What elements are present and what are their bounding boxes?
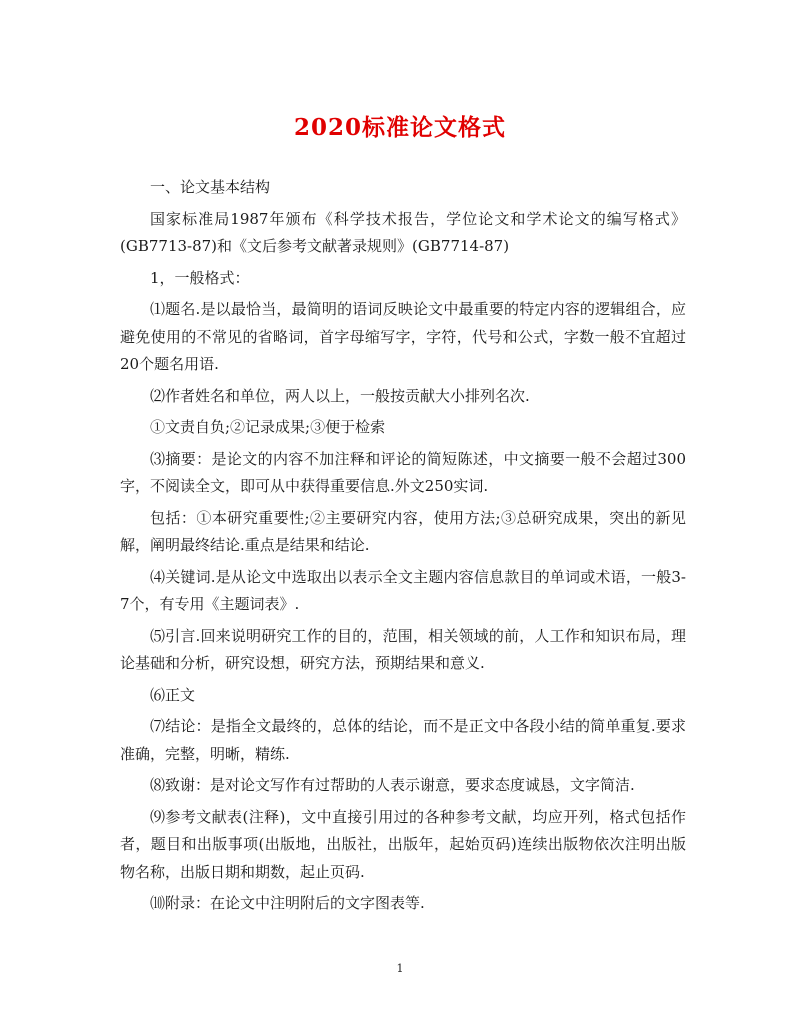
paragraph: ⑻致谢：是对论文写作有过帮助的人表示谢意，要求态度诚恳，文字简洁. <box>150 776 635 794</box>
paragraph: ①文责自负;②记录成果;③便于检索 <box>150 418 386 436</box>
paragraph: ⑶摘要：是论文的内容不加注释和评论的简短陈述，中文摘要一般不会超过300字，不阅读全文，即可从中获得重要信息.外文250实词. <box>120 449 686 495</box>
paragraph: ⑵作者姓名和单位，两人以上，一般按贡献大小排列名次. <box>150 386 530 405</box>
document-body <box>120 174 686 918</box>
paragraph: ⑴题名.是以最恰当，最简明的语词反映论文中最重要的特定内容的逻辑组合，应避免使用的不常见的省略词，首字母缩写字，字符，代号和公式，字数一般不宜超过20个题名用语. <box>120 300 686 373</box>
paragraph: ⑹正文 <box>150 685 196 704</box>
page-number: 1 <box>396 962 404 975</box>
paragraph: ⑺结论：是指全文最终的，总体的结论，而不是正文中各段小结的简单重复.要求准确，完整，明晰，精练. <box>120 717 686 763</box>
section-heading: 一、论文基本结构 <box>150 178 271 196</box>
paragraph: ⑼参考文献表(注释)，文中直接引用过的各种参考文献，均应开列，格式包括作者，题目和出版事项(出版地，出版社，出版年，起始页码)连续出版物依次注明出版物名称，出版日期和期数，起止页码. <box>120 807 686 881</box>
paragraph: 包括：①本研究重要性;②主要研究内容，使用方法;③总研究成果，突出的新见解，阐明最终结论.重点是结果和结论. <box>120 508 686 554</box>
paragraph: ⑽附录：在论文中注明附后的文字图表等. <box>150 894 425 912</box>
document-title: 2020标准论文格式 <box>293 114 506 141</box>
paragraph: ⑸引言.回来说明研究工作的目的，范围，相关领域的前，人工作和知识布局，理论基础和分析，研究设想，研究方法，预期结果和意义. <box>120 626 686 672</box>
paragraph: 国家标准局1987年颁布《科学技术报告，学位论文和学术论文的编写格式》(GB7713-87)和《文后参考文献著录规则》(GB7714-87) <box>120 209 686 255</box>
paragraph: ⑷关键词.是从论文中选取出以表示全文主题内容信息款目的单词或术语，一般3-7个，有专用《主题词表》. <box>120 567 686 613</box>
subsection-heading: 1，一般格式： <box>150 268 250 287</box>
